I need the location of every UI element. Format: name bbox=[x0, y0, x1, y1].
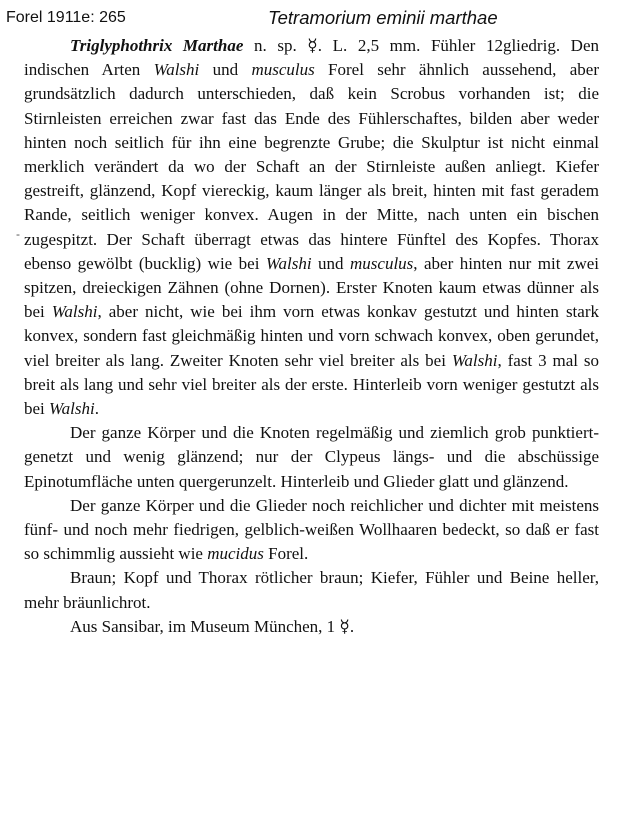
text-run: Aus Sansibar, im Museum München, 1 ☿. bbox=[70, 616, 355, 636]
emphasized-text: mucidus bbox=[207, 544, 264, 564]
text-run: Der ganze Körper und die Knoten regelmäßig und ziemlich grob punktiert-genetzt und wenig glänzend; nur der Clypeus längs- und die abschüssige Epinotumfläche unten quergerunzelt. Hinterleib und Glieder glatt und glänzend. bbox=[24, 423, 599, 491]
citation-label: Forel 1911e: 265 bbox=[6, 9, 126, 26]
paragraph bbox=[24, 421, 599, 494]
text-run: Forel sehr ähnlich aussehend, aber grundsätzlich dadurch unterschieden, daß kein Scrobus vorhanden ist; die Stirnleisten erreichen zwar fast das Ende des Fühlerschaftes, bilden aber weder hinten noch seitlich für ihn eine begrenzte Grube; die Skulptur ist nicht einmal merklich verändert da wo der Schaft an der Stirnleiste außen anliegt. Kiefer gestreift, glänzend, Kopf viereckig, kaum länger als breit, hinten mit fast geradem Rande, seitlich weniger konvex. Augen in der Mitte, nach unten ein bischen zugespitzt. Der Schaft überragt etwas das hintere Fünftel des Kopfes. Thorax ebenso gewölbt (bucklig) wie bei bbox=[24, 60, 599, 273]
text-run: , aber nicht, wie bei ihm vorn etwas konkav gestutzt und hinten stark konvex, sondern fast gleichmäßig hinten und vorn schwach konvex, oben gerundet, viel breiter als lang. Zweiter Knoten sehr viel breiter als bei bbox=[24, 302, 599, 370]
paragraph bbox=[24, 615, 599, 639]
emphasized-text: Triglyphothrix Marthae bbox=[70, 36, 244, 55]
emphasized-text: Walshi bbox=[153, 60, 200, 80]
paragraph bbox=[24, 34, 599, 421]
text-run: Forel. bbox=[263, 544, 309, 564]
paragraph bbox=[24, 566, 599, 614]
paragraph bbox=[24, 494, 599, 567]
text-run: , fast 3 mal so breit als lang und sehr viel breiter als der erste. Hinterleib vorn weniger gestutzt als bei bbox=[24, 350, 599, 419]
text-run: n. sp. ☿. L. 2,5 mm. Fühler 12gliedrig. Den indischen Arten bbox=[24, 36, 599, 80]
page-header bbox=[6, 6, 629, 32]
emphasized-text: Walshi bbox=[265, 253, 312, 273]
taxon-title: Tetramorium eminii marthae bbox=[268, 7, 498, 28]
text-run: und bbox=[199, 60, 252, 80]
document-body bbox=[24, 34, 599, 639]
text-run: Der ganze Körper und die Glieder noch reichlicher und dichter mit meistens fünf- und noch mehr fiedrigen, gelblich-weißen Wollhaaren bedeckt, so daß er fast so schimmlig aussieht wie bbox=[24, 495, 599, 564]
emphasized-text: musculus bbox=[251, 60, 315, 80]
text-run: , aber hinten nur mit zwei spitzen, dreieckigen Zähnen (ohne Dornen). Erster Knoten kaum etwas dünner als bei bbox=[24, 253, 599, 322]
emphasized-text: Walshi bbox=[451, 350, 498, 370]
text-run: . bbox=[94, 399, 99, 419]
text-run: und bbox=[311, 253, 350, 273]
emphasized-text: Walshi bbox=[51, 302, 98, 322]
margin-mark: - bbox=[16, 227, 20, 241]
emphasized-text: musculus bbox=[350, 253, 414, 273]
text-run: Braun; Kopf und Thorax rötlicher braun; Kiefer, Fühler und Beine heller, mehr bräunlichrot. bbox=[24, 568, 599, 612]
emphasized-text: Walshi bbox=[49, 399, 95, 419]
